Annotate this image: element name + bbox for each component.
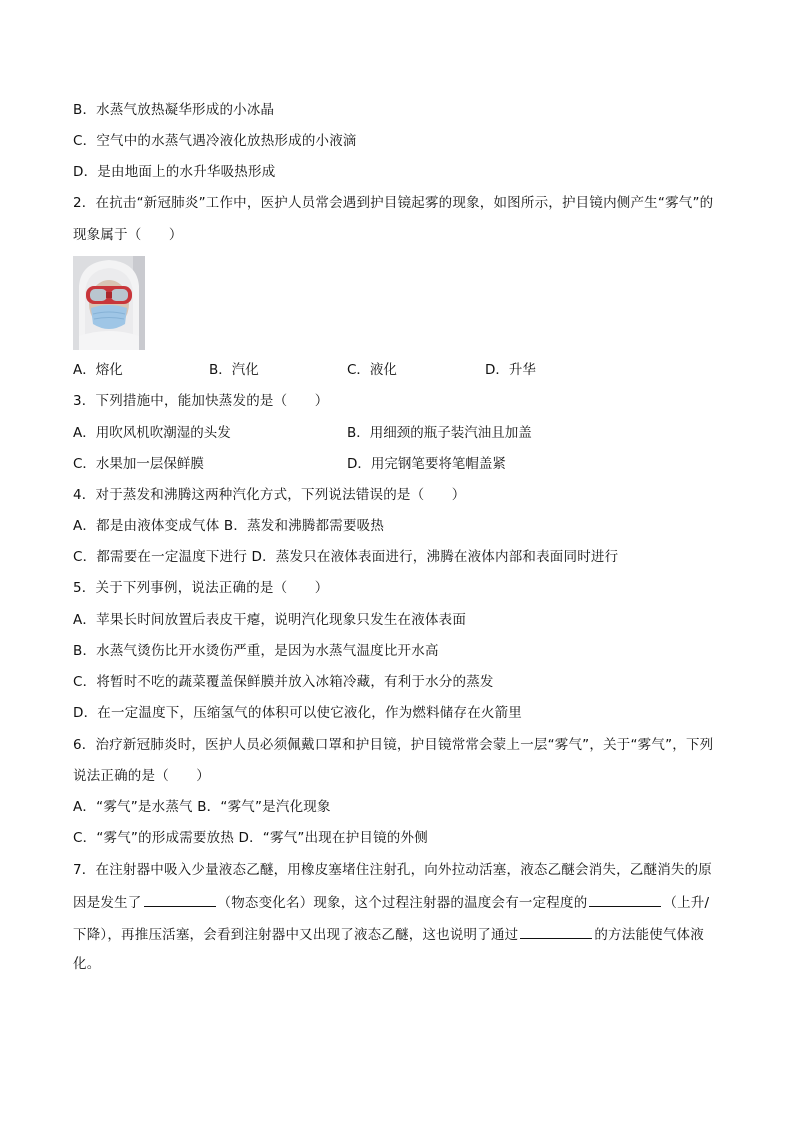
q1-option-b: B．水蒸气放热凝华形成的小冰晶 (73, 102, 275, 118)
q7-blank-2[interactable] (589, 892, 661, 907)
q3-stem: 3．下列措施中，能加快蒸发的是（ ） (73, 393, 329, 409)
q7-line2-text-c: （上升/ (663, 895, 710, 911)
q4-stem: 4．对于蒸发和沸腾这两种汽化方式，下列说法错误的是（ ） (73, 487, 466, 503)
q5-option-d: D．在一定温度下，压缩氢气的体积可以使它液化，作为燃料储存在火箭里 (73, 705, 522, 721)
q7-blank-1[interactable] (144, 892, 216, 907)
q1-option-c: C．空气中的水蒸气遇冷液化放热形成的小液滴 (73, 133, 357, 149)
q5-option-c: C．将暂时不吃的蔬菜覆盖保鲜膜并放入冰箱冷藏，有利于水分的蒸发 (73, 674, 494, 690)
q2-option-b: B．汽化 (209, 362, 259, 378)
q6-options-ab: A．“雾气”是水蒸气 B．“雾气”是汽化现象 (73, 799, 331, 815)
q3-option-c: C．水果加一层保鲜膜 (73, 456, 204, 472)
q5-stem: 5．关于下列事例，说法正确的是（ ） (73, 580, 329, 596)
q2-option-d: D．升华 (485, 362, 536, 378)
q2-stem-line1: 2．在抗击“新冠肺炎”工作中，医护人员常会遇到护目镜起雾的现象，如图所示，护目镜内侧产生“雾气”的 (73, 195, 714, 211)
q6-options-cd: C．“雾气”的形成需要放热 D．“雾气”出现在护目镜的外侧 (73, 830, 428, 846)
q7-blank-3[interactable] (520, 924, 592, 939)
q5-option-a: A．苹果长时间放置后表皮干瘪，说明汽化现象只发生在液体表面 (73, 612, 467, 628)
q6-stem-line1: 6．治疗新冠肺炎时，医护人员必须佩戴口罩和护目镜，护目镜常常会蒙上一层“雾气”，关于“雾气”，下列 (73, 737, 714, 753)
q6-stem-line2: 说法正确的是（ ） (73, 768, 210, 784)
q7-line3-text-b: 的方法能使气体液 (594, 927, 704, 943)
q5-option-b: B．水蒸气烫伤比开水烫伤严重，是因为水蒸气温度比开水高 (73, 643, 439, 659)
q4-options-cd: C．都需要在一定温度下进行 D．蒸发只在液体表面进行，沸腾在液体内部和表面同时进行 (73, 549, 619, 565)
q2-option-a: A．熔化 (73, 362, 123, 378)
q1-option-d: D．是由地面上的水升华吸热形成 (73, 164, 276, 180)
q7-line1: 7．在注射器中吸入少量液态乙醚，用橡皮塞堵住注射孔，向外拉动活塞，液态乙醚会消失，乙醚消失的原 (73, 862, 712, 878)
q7-line2-text-b: （物态变化名）现象，这个过程注射器的温度会有一定程度的 (217, 895, 588, 911)
q2-stem-line2: 现象属于（ ） (73, 227, 183, 243)
medical-worker-photo (73, 256, 145, 350)
q3-option-b: B．用细颈的瓶子装汽油且加盖 (347, 425, 532, 441)
q7-line4: 化。 (73, 956, 101, 972)
q7-line3-text-a: 下降），再推压活塞，会看到注射器中又出现了液态乙醚，这也说明了通过 (73, 927, 519, 943)
q7-line2 (73, 892, 709, 912)
q2-option-c: C．液化 (347, 362, 397, 378)
q4-options-ab: A．都是由液体变成气体 B．蒸发和沸腾都需要吸热 (73, 518, 385, 534)
q3-option-d: D．用完钢笔要将笔帽盖紧 (347, 456, 506, 472)
q7-line3 (73, 924, 704, 944)
goggles-mask-illustration (73, 256, 145, 350)
q7-line2-text-a: 因是发生了 (73, 895, 142, 911)
q3-option-a: A．用吹风机吹潮湿的头发 (73, 425, 231, 441)
